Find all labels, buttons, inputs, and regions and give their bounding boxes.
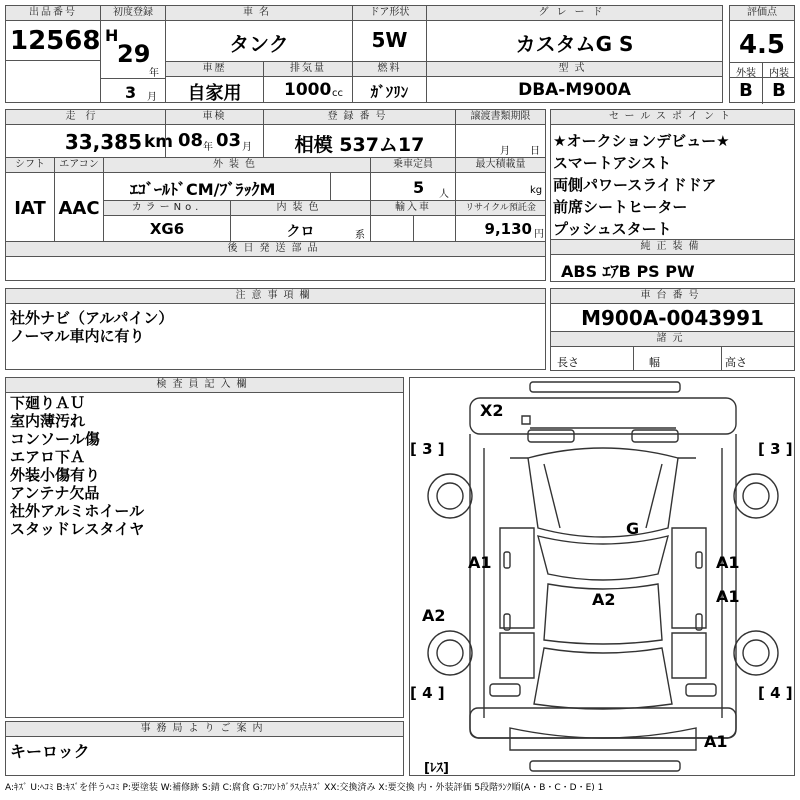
damage-a2-left: A2 xyxy=(422,606,446,625)
shift-label: シフト xyxy=(6,158,54,173)
sales-points-label: セールスポイント xyxy=(551,110,794,125)
history-box xyxy=(165,61,264,103)
reg-no-label: 登録番号 xyxy=(264,110,455,125)
score-int-value: B xyxy=(772,80,786,101)
lot-label: 出品番号 xyxy=(6,6,100,21)
int-color-box xyxy=(230,200,371,242)
recycle-box xyxy=(455,200,546,242)
genuine-equip-label: 純正装備 xyxy=(551,240,794,255)
ext-color-value: ｴｺﾞｰﾙﾄﾞCM/ﾌﾞﾗｯｸM xyxy=(130,180,276,199)
inspector-line: 下廻りＡＵ xyxy=(10,394,86,412)
sales-points-box xyxy=(550,109,795,240)
model-box xyxy=(426,61,723,103)
later-parts-box xyxy=(5,241,546,281)
displacement-value: 1000 xyxy=(284,80,332,100)
shift-value: IAT xyxy=(14,198,46,219)
inspector-line: コンソール傷 xyxy=(10,430,100,448)
inspection-year-unit: 年 xyxy=(203,142,213,153)
mileage-label: 走行 xyxy=(6,110,165,125)
model-label: 型式 xyxy=(427,62,722,77)
chassis-value: M900A-0043991 xyxy=(581,306,764,330)
inspector-label: 検査員記入欄 xyxy=(6,378,403,393)
model-value: DBA-M900A xyxy=(518,80,631,100)
inspector-line: スタッドレスタイヤ xyxy=(10,520,145,538)
inspector-line: 外装小傷有り xyxy=(10,466,101,484)
score-label: 評価点 xyxy=(730,6,794,21)
aircon-value: AAC xyxy=(58,198,100,219)
car-name-box xyxy=(165,5,353,62)
int-color-label: 内装色 xyxy=(231,201,370,216)
specs-box xyxy=(550,331,795,371)
notes-label: 注意事項欄 xyxy=(6,289,545,304)
first-reg-month: 3 xyxy=(125,83,137,102)
inspector-line: エアロ下Ａ xyxy=(10,448,86,466)
displacement-unit: cc xyxy=(332,88,343,99)
max-load-unit: kg xyxy=(530,185,543,196)
damage-a1-right-mid: A1 xyxy=(716,587,740,606)
inspector-line: 社外アルミホイール xyxy=(10,502,145,520)
capacity-value: 5 xyxy=(413,178,425,197)
max-load-box xyxy=(455,157,546,201)
int-color-value: クロ xyxy=(286,224,315,240)
mileage-unit: km xyxy=(144,132,174,152)
wheel-fl-tread: [ 3 ] xyxy=(410,440,445,458)
fuel-value: ｶﾞｿﾘﾝ xyxy=(370,83,409,101)
wheel-rl-tread: [ 4 ] xyxy=(410,684,445,702)
inspection-month-unit: 月 xyxy=(242,142,252,153)
recycle-label: リサイクル預託金 xyxy=(456,201,545,216)
transfer-box xyxy=(455,109,546,158)
color-no-box xyxy=(103,200,231,242)
first-reg-month-unit: 月 xyxy=(147,92,157,103)
damage-x2: X2 xyxy=(480,401,504,420)
damage-a1-bottom: A1 xyxy=(704,732,728,751)
score-value: 4.5 xyxy=(738,30,786,60)
capacity-label: 乗車定員 xyxy=(371,158,455,173)
notes-line: 社外ナビ（アルパイン） xyxy=(10,309,174,327)
mileage-box xyxy=(5,109,174,158)
specs-length: 長さ xyxy=(557,356,579,369)
inspection-year: 08 xyxy=(178,130,204,151)
score-int-label: 内装 xyxy=(769,68,789,79)
transfer-month-unit: 月 xyxy=(500,146,510,157)
notes-list xyxy=(10,309,173,345)
specs-width: 幅 xyxy=(649,356,660,369)
transfer-day-unit: 日 xyxy=(530,146,540,157)
capacity-unit: 人 xyxy=(439,189,449,200)
damage-a2-center: A2 xyxy=(592,590,616,609)
genuine-equip-box xyxy=(550,239,795,282)
reg-no-box xyxy=(263,109,456,158)
displacement-box xyxy=(263,61,353,103)
sales-point-item: 両側パワースライドドア xyxy=(553,176,717,194)
wheel-rr-tread: [ 4 ] xyxy=(758,684,793,702)
grade-box xyxy=(426,5,723,62)
legend: A:ｷｽﾞ U:ﾍｺﾐ B:ｷｽﾞを伴うﾍｺﾐ P:要塗装 W:補修跡 S:錆 C:腐食 G:ﾌﾛﾝﾄｶﾞﾗｽ点ｷｽﾞ XX:交換済み X:要交換 内・外装評価 5段階ﾗﾝｸ順(A・B・C・D・E) 1 xyxy=(5,783,604,793)
import-label: 輸入車 xyxy=(371,201,455,216)
shift-box xyxy=(5,157,55,242)
damage-g: G xyxy=(626,519,640,538)
lot-extra-box xyxy=(5,60,101,103)
first-reg-era: H xyxy=(105,26,119,45)
history-label: 車歴 xyxy=(166,62,263,77)
transfer-label: 譲渡書類期限 xyxy=(456,110,545,125)
sales-points-list xyxy=(553,130,730,240)
spare-tire-label: [ﾚｽ] xyxy=(424,761,449,776)
max-load-label: 最大積載量 xyxy=(456,158,545,173)
score-ext-label: 外装 xyxy=(736,68,756,79)
sales-point-item: 前席シートヒーター xyxy=(553,198,688,216)
grade-value: カスタムG S xyxy=(515,32,634,56)
reg-no-value: 相模 537ム17 xyxy=(294,134,425,156)
damage-a1-left: A1 xyxy=(468,553,492,572)
grade-label: グレード xyxy=(427,6,722,21)
first-reg-year-unit: 年 xyxy=(149,68,159,79)
fuel-label: 燃料 xyxy=(353,62,426,77)
office-box xyxy=(5,721,404,776)
chassis-label: 車台番号 xyxy=(551,289,794,304)
recycle-value: 9,130 xyxy=(484,220,532,238)
office-value: キーロック xyxy=(10,742,90,761)
first-reg-year: 29 xyxy=(117,40,151,68)
damage-a1-right-top: A1 xyxy=(716,553,740,572)
color-no-label: カラーNo. xyxy=(104,201,230,216)
notes-box xyxy=(5,288,546,370)
first-reg-label: 初度登録 xyxy=(101,6,165,21)
score-ext-value: B xyxy=(739,80,753,101)
sales-point-item: ★オークションデビュー★ xyxy=(553,132,730,150)
inspection-box xyxy=(165,109,264,158)
color-no-value: XG6 xyxy=(149,220,185,238)
ext-color-box xyxy=(103,157,371,201)
import-box xyxy=(370,200,456,242)
sales-point-item: スマートアシスト xyxy=(553,154,672,172)
car-name-value: タンク xyxy=(229,32,289,56)
displacement-label: 排気量 xyxy=(264,62,352,77)
damage-diagram-box xyxy=(409,377,795,776)
inspector-list xyxy=(10,394,144,538)
genuine-equip-value: ABS ｴｱB PS PW xyxy=(561,262,695,281)
car-diagram xyxy=(410,378,796,777)
int-color-unit: 系 xyxy=(355,230,365,241)
lot-number: 12568 xyxy=(10,26,101,56)
sales-point-item: プッシュスタート xyxy=(553,220,672,238)
car-name-label: 車名 xyxy=(166,6,352,21)
ext-color-label: 外装色 xyxy=(104,158,370,173)
inspector-line: アンテナ欠品 xyxy=(10,484,100,502)
recycle-unit: 円 xyxy=(534,229,544,240)
score-box xyxy=(729,5,795,103)
inspector-box xyxy=(5,377,404,718)
aircon-box xyxy=(54,157,104,242)
first-reg-box xyxy=(100,5,166,103)
door-box xyxy=(352,5,427,62)
door-value: 5W xyxy=(371,28,408,52)
chassis-box xyxy=(550,288,795,332)
office-label: 事務局よりご案内 xyxy=(6,722,403,737)
wheel-fr-tread: [ 3 ] xyxy=(758,440,793,458)
inspection-month: 03 xyxy=(216,130,242,151)
later-parts-label: 後日発送部品 xyxy=(6,242,545,257)
capacity-box xyxy=(370,157,456,201)
door-label: ドア形状 xyxy=(353,6,426,21)
specs-height: 高さ xyxy=(725,356,747,369)
aircon-label: エアコン xyxy=(55,158,103,173)
history-value: 自家用 xyxy=(187,83,242,104)
mileage-value: 33,385 xyxy=(64,130,142,154)
inspector-line: 室内薄汚れ xyxy=(10,412,86,430)
fuel-box xyxy=(352,61,427,103)
inspection-label: 車検 xyxy=(166,110,263,125)
lot-box xyxy=(5,5,101,61)
notes-line: ノーマル車内に有り xyxy=(10,327,145,345)
specs-label: 諸元 xyxy=(551,332,794,347)
